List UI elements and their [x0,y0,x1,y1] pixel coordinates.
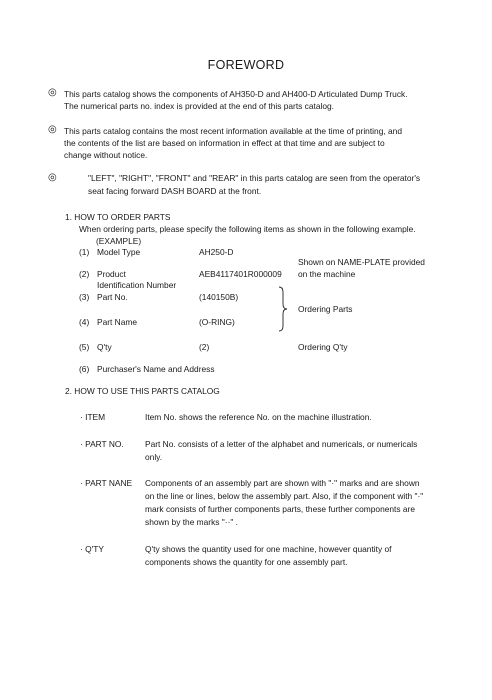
row-5-num: (5) [79,342,90,352]
row-1-num: (1) [79,247,90,257]
row-1-value: AH250-D [199,247,234,257]
row-3-label: Part No. [97,292,128,302]
bullet-1-line-1: This parts catalog shows the components of AH350-D and AH400-D Articulated Dump Truck. [64,89,408,99]
bullet-2-line-3: change without notice. [64,150,148,160]
brace-mark [277,286,289,332]
row-5-value: (2) [199,342,210,352]
ordering-parts-note: Ordering Parts [298,304,353,314]
row-4-num: (4) [79,317,90,327]
term-part-name: · PART NANE [80,478,133,488]
row-6-num: (6) [79,364,90,374]
row-1-label: Model Type [97,247,141,257]
desc-item-line-1: Item No. shows the reference No. on the machine illustration. [145,412,372,422]
page-title: FOREWORD [207,58,285,72]
bullet-3-line-1: "LEFT", "RIGHT", "FRONT" and "REAR" in this parts catalog are seen from the operator's [88,173,421,183]
row-3-num: (3) [79,292,90,302]
nameplate-note-2: on the machine [298,269,356,279]
desc-qty-line-1: Q'ty shows the quantity used for one machine, however quantity of [145,544,392,554]
row-2-value: AEB4117401R000009 [199,269,282,279]
term-qty: · Q'TY [80,544,104,554]
row-2-label: Product [97,269,126,279]
row-2-num: (2) [79,269,90,279]
row-3-value: (140150B) [199,292,239,302]
example-label: (EXAMPLE) [96,236,142,246]
desc-qty-line-2: components shows the quantity for one assembly part. [145,557,348,567]
desc-part-name-line-2: on the line or lines, below the assembly part. Also, if the component with "·" [145,491,424,501]
term-part-no: · PART NO. [80,439,124,449]
bullet-2-line-2: the contents of the list are based on information in effect at that time and are subject to [64,138,385,148]
section-2-heading: 2. HOW TO USE THIS PARTS CATALOG [65,386,220,396]
desc-part-no-line-2: only. [145,452,163,462]
bullet-symbol: ◎ [48,87,57,98]
desc-part-name-line-3: mark consists of further components parts, these further components are [145,504,415,514]
row-6-label: Purchaser's Name and Address [97,364,215,374]
term-item: · ITEM [80,412,106,422]
desc-part-name-line-1: Components of an assembly part are shown with "·" marks and are shown [145,478,420,488]
bullet-paragraph-3 [88,172,448,184]
bullet-3-line-2: seat facing forward DASH BOARD at the front. [88,186,262,196]
section-1-heading: 1. HOW TO ORDER PARTS [65,212,171,222]
ordering-qty-note: Ordering Q'ty [298,342,348,352]
bullet-1-line-2: The numerical parts no. index is provided at the end of this parts catalog. [64,101,335,111]
nameplate-note-1: Shown on NAME-PLATE provided [298,257,425,267]
desc-part-name-line-4: shown by the marks "··" . [145,517,238,527]
desc-part-no-line-1: Part No. consists of a letter of the alphabet and numericals, or numericals [145,439,418,449]
row-4-value: (O-RING) [199,317,235,327]
bullet-symbol: ◎ [48,172,57,183]
row-2-label-2: Identification Number [97,280,177,290]
row-5-label: Q'ty [97,342,112,352]
row-4-label: Part Name [97,317,138,327]
bullet-2-line-1: This parts catalog contains the most recent information available at the time of printing, and [64,126,402,136]
bullet-symbol: ◎ [48,124,57,135]
section-1-intro: When ordering parts, please specify the following items as shown in the following example. [79,224,416,234]
bullet-paragraph-1 [64,88,448,112]
bullet-paragraph-2 [64,125,448,161]
